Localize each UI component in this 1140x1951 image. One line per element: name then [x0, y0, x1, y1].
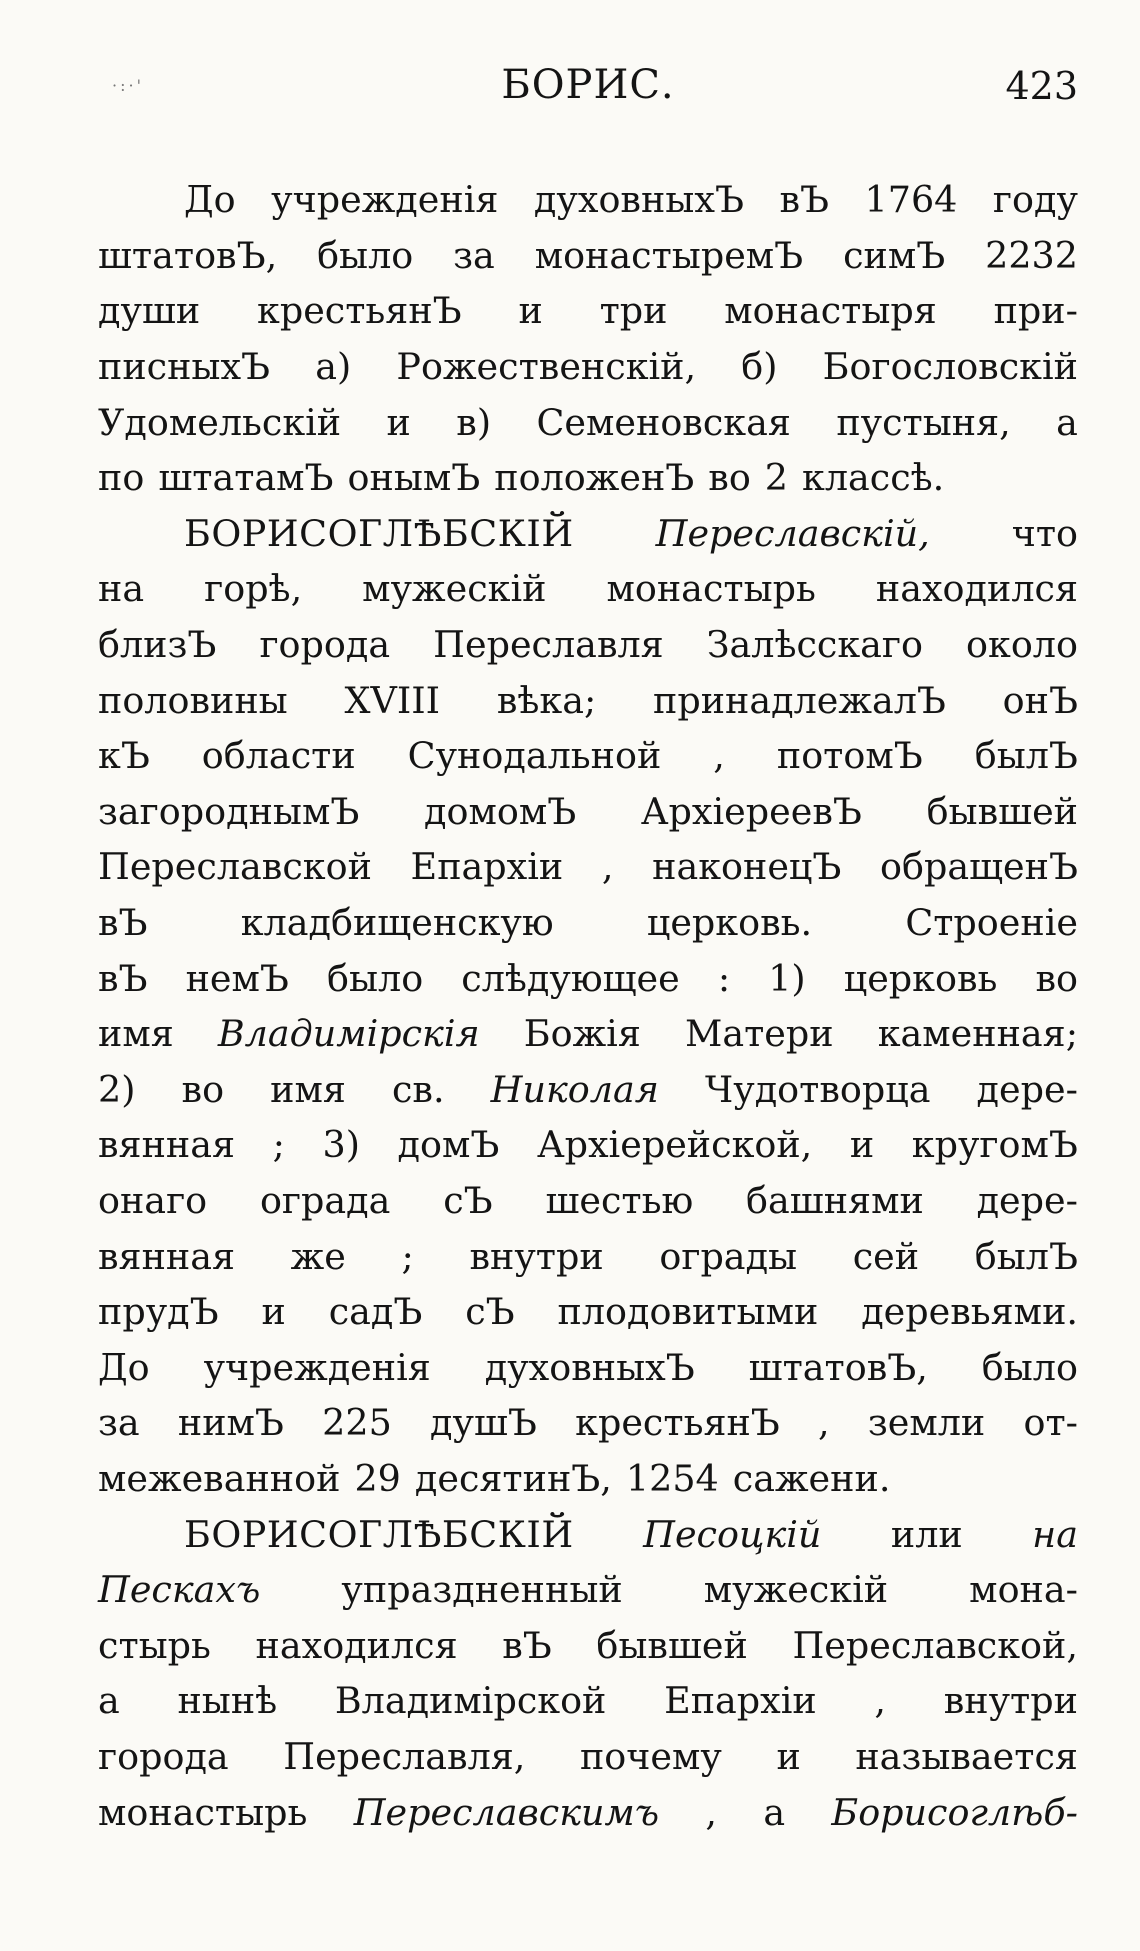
- text-line: [98, 950, 1078, 1006]
- word: находился: [255, 1623, 458, 1667]
- word: потомЪ: [776, 734, 923, 778]
- word: былЪ: [974, 1234, 1078, 1278]
- word: Матери: [684, 1012, 834, 1056]
- body-text: [98, 172, 1078, 1840]
- word: духовныхЪ: [484, 1345, 695, 1389]
- text-line: [98, 839, 1078, 895]
- word: почему: [579, 1734, 722, 1778]
- word: кЪ: [98, 734, 150, 778]
- word: три: [599, 289, 668, 333]
- word: ,: [601, 845, 614, 889]
- margin-marks: ·:·': [112, 76, 144, 95]
- word: До: [98, 1345, 150, 1389]
- word: нынѣ: [177, 1679, 278, 1723]
- word: вянная: [98, 1123, 236, 1167]
- word: около: [966, 623, 1078, 667]
- text-line: [98, 728, 1078, 784]
- word: писныхЪ: [98, 345, 271, 389]
- word: домомЪ: [424, 789, 577, 833]
- word: кладбищенскую: [240, 901, 554, 945]
- word: б): [741, 345, 778, 389]
- word: нимЪ: [177, 1401, 284, 1445]
- word: Борисоглѣб-: [831, 1790, 1078, 1834]
- word: Семеновская: [536, 400, 791, 444]
- word: Залѣсскаго: [706, 623, 924, 667]
- word: Переславской: [98, 845, 372, 889]
- word: что: [1011, 511, 1078, 555]
- text-line: [98, 1284, 1078, 1340]
- text-line: [98, 1173, 1078, 1229]
- word: Епархіи: [664, 1679, 817, 1723]
- word: Владимірскія: [217, 1012, 480, 1056]
- word: при-: [993, 289, 1078, 333]
- word: ;: [401, 1234, 414, 1278]
- word: Архіерейской,: [536, 1123, 813, 1167]
- word: близЪ: [98, 623, 217, 667]
- text-line: [98, 339, 1078, 395]
- word: крестьянЪ: [257, 289, 462, 333]
- word: и: [776, 1734, 801, 1778]
- word: Сунодальной: [407, 734, 662, 778]
- word: наконецЪ: [652, 845, 842, 889]
- word: бывшей: [926, 789, 1078, 833]
- word: БОРИСОГЛѢБСКІЙ: [184, 511, 574, 555]
- word: мона-: [969, 1568, 1078, 1612]
- text-line: [98, 672, 1078, 728]
- word: деревьями.: [861, 1290, 1078, 1334]
- word: Удомельскій: [98, 400, 342, 444]
- word: межеванной: [98, 1456, 341, 1500]
- page-number: 423: [1005, 64, 1078, 108]
- text-line: [98, 1006, 1078, 1062]
- word: а): [315, 345, 352, 389]
- word: году: [992, 178, 1078, 222]
- text-line: [98, 561, 1078, 617]
- word: крестьянЪ: [575, 1401, 780, 1445]
- word: онЪ: [1002, 678, 1078, 722]
- word: десятинЪ,: [414, 1456, 612, 1500]
- text-line: [98, 1228, 1078, 1284]
- word: земли: [867, 1401, 986, 1445]
- word: внутри: [469, 1234, 604, 1278]
- text-line: [98, 1395, 1078, 1451]
- word: Переславскимъ: [353, 1790, 660, 1834]
- word: кругомЪ: [911, 1123, 1078, 1167]
- text-line: [98, 1339, 1078, 1395]
- word: горѣ,: [204, 567, 303, 611]
- word: а: [1056, 400, 1078, 444]
- text-line: [98, 895, 1078, 951]
- word: было: [981, 1345, 1078, 1389]
- word: или: [890, 1512, 963, 1556]
- word: обращенЪ: [880, 845, 1078, 889]
- word: половины: [98, 678, 288, 722]
- word: 3): [322, 1123, 360, 1167]
- word: 1764: [864, 178, 958, 222]
- word: ,: [818, 1401, 830, 1445]
- word: области: [201, 734, 356, 778]
- word: и: [518, 289, 543, 333]
- word: садЪ: [328, 1290, 423, 1334]
- text-line: [98, 1784, 1078, 1840]
- text-line: [98, 172, 1078, 228]
- word: и: [386, 400, 411, 444]
- word: Владимірской: [334, 1679, 607, 1723]
- text-line: [98, 283, 1078, 339]
- word: загороднымЪ: [98, 789, 360, 833]
- word: а: [763, 1790, 786, 1834]
- word: 1): [768, 956, 806, 1000]
- word: душЪ: [430, 1401, 537, 1445]
- word: штатовЪ,: [98, 233, 278, 277]
- word: монастыря: [724, 289, 937, 333]
- word: Богословскій: [822, 345, 1078, 389]
- page-header: [98, 62, 1078, 122]
- word: положенЪ: [494, 456, 695, 500]
- word: немЪ: [185, 956, 289, 1000]
- word: города: [259, 623, 391, 667]
- word: монастыремЪ: [534, 233, 804, 277]
- word: ,: [713, 734, 725, 778]
- word: Божія: [523, 1012, 641, 1056]
- running-head: БОРИС.: [501, 62, 675, 108]
- word: ,: [705, 1790, 718, 1834]
- word: ограды: [659, 1234, 798, 1278]
- word: мужескій: [703, 1568, 889, 1612]
- word: же: [290, 1234, 346, 1278]
- word: Переславской,: [792, 1623, 1078, 1667]
- word: упраздненный: [341, 1568, 623, 1612]
- word: было: [327, 956, 424, 1000]
- word: а: [98, 1679, 120, 1723]
- word: во: [181, 1067, 225, 1111]
- word: бывшей: [596, 1623, 748, 1667]
- word: принадлежалЪ: [653, 678, 946, 722]
- text-line: [98, 1506, 1078, 1562]
- word: сЪ: [443, 1178, 493, 1222]
- text-line: [98, 1617, 1078, 1673]
- word: пустыня,: [836, 400, 1011, 444]
- word: учрежденія: [271, 178, 499, 222]
- word: 1254: [625, 1456, 719, 1500]
- text-line: [98, 1673, 1078, 1729]
- word: называется: [855, 1734, 1078, 1778]
- word: учрежденія: [203, 1345, 431, 1389]
- word: было: [317, 233, 414, 277]
- word: Рожественскій,: [396, 345, 697, 389]
- word: ;: [272, 1123, 285, 1167]
- word: города: [98, 1734, 229, 1778]
- word: Пескахъ: [98, 1568, 261, 1612]
- word: слѣдующее: [461, 956, 680, 1000]
- word: за: [98, 1401, 140, 1445]
- word: онаго: [98, 1178, 208, 1222]
- word: До: [184, 178, 236, 222]
- word: онымЪ: [347, 456, 481, 500]
- word: штатовЪ,: [748, 1345, 928, 1389]
- word: сЪ: [465, 1290, 515, 1334]
- word: мужескій: [362, 567, 547, 611]
- word: церковь: [843, 956, 998, 1000]
- text-line: [98, 617, 1078, 673]
- word: на: [98, 567, 145, 611]
- word: Епархіи: [410, 845, 564, 889]
- word: Переславля,: [283, 1734, 526, 1778]
- word: сажени.: [732, 1456, 891, 1500]
- word: св.: [391, 1067, 445, 1111]
- word: классѣ.: [802, 456, 945, 500]
- word: духовныхЪ: [533, 178, 744, 222]
- word: от-: [1023, 1401, 1078, 1445]
- word: имя: [98, 1012, 174, 1056]
- text-line: [98, 1562, 1078, 1618]
- word: прудЪ: [98, 1290, 219, 1334]
- word: Переславля: [433, 623, 664, 667]
- text-line: [98, 1062, 1078, 1118]
- word: находился: [875, 567, 1078, 611]
- word: XVIII: [344, 678, 441, 722]
- word: штатамЪ: [158, 456, 334, 500]
- word: церковь.: [646, 901, 813, 945]
- word: по: [98, 456, 145, 500]
- word: БОРИСОГЛѢБСКІЙ: [184, 1512, 574, 1556]
- word: башнями: [746, 1178, 924, 1222]
- word: каменная;: [877, 1012, 1078, 1056]
- text-line: [98, 394, 1078, 450]
- word: души: [98, 289, 201, 333]
- word: вѣка;: [496, 678, 597, 722]
- word: Строеніе: [905, 901, 1078, 945]
- word: ,: [874, 1679, 887, 1723]
- word: былЪ: [974, 734, 1078, 778]
- word: Песоцкій: [643, 1512, 822, 1556]
- word: сей: [852, 1234, 920, 1278]
- word: АрхіереевЪ: [640, 789, 862, 833]
- word: на: [1032, 1512, 1078, 1556]
- word: дере-: [976, 1067, 1078, 1111]
- word: симЪ: [843, 233, 946, 277]
- word: 2): [98, 1067, 136, 1111]
- text-line: [98, 784, 1078, 840]
- word: внутри: [943, 1679, 1078, 1723]
- word: 29: [354, 1456, 401, 1500]
- text-line: [98, 450, 1078, 506]
- text-line: [98, 1451, 1078, 1507]
- word: монастырь: [606, 567, 816, 611]
- word: шестью: [545, 1178, 694, 1222]
- word: 225: [322, 1401, 392, 1445]
- word: и: [261, 1290, 286, 1334]
- word: дере-: [976, 1178, 1078, 1222]
- word: вЪ: [502, 1623, 552, 1667]
- text-line: [98, 228, 1078, 284]
- text-line: [98, 1117, 1078, 1173]
- word: во: [708, 456, 751, 500]
- word: Николая: [490, 1067, 659, 1111]
- word: стырь: [98, 1623, 211, 1667]
- word: домЪ: [397, 1123, 500, 1167]
- word: вянная: [98, 1234, 236, 1278]
- text-line: [98, 506, 1078, 562]
- word: 2: [764, 456, 789, 500]
- word: монастырь: [98, 1790, 308, 1834]
- word: в): [456, 400, 492, 444]
- word: во: [1035, 956, 1078, 1000]
- word: Чудотворца: [705, 1067, 931, 1111]
- word: вЪ: [779, 178, 829, 222]
- word: 2232: [985, 233, 1078, 277]
- word: ограда: [259, 1178, 391, 1222]
- word: плодовитыми: [557, 1290, 819, 1334]
- word: вЪ: [98, 901, 148, 945]
- word: и: [849, 1123, 875, 1167]
- word: за: [453, 233, 495, 277]
- word: имя: [270, 1067, 346, 1111]
- text-line: [98, 1729, 1078, 1785]
- word: :: [717, 956, 731, 1000]
- word: Переславскій,: [655, 511, 930, 555]
- word: вЪ: [98, 956, 148, 1000]
